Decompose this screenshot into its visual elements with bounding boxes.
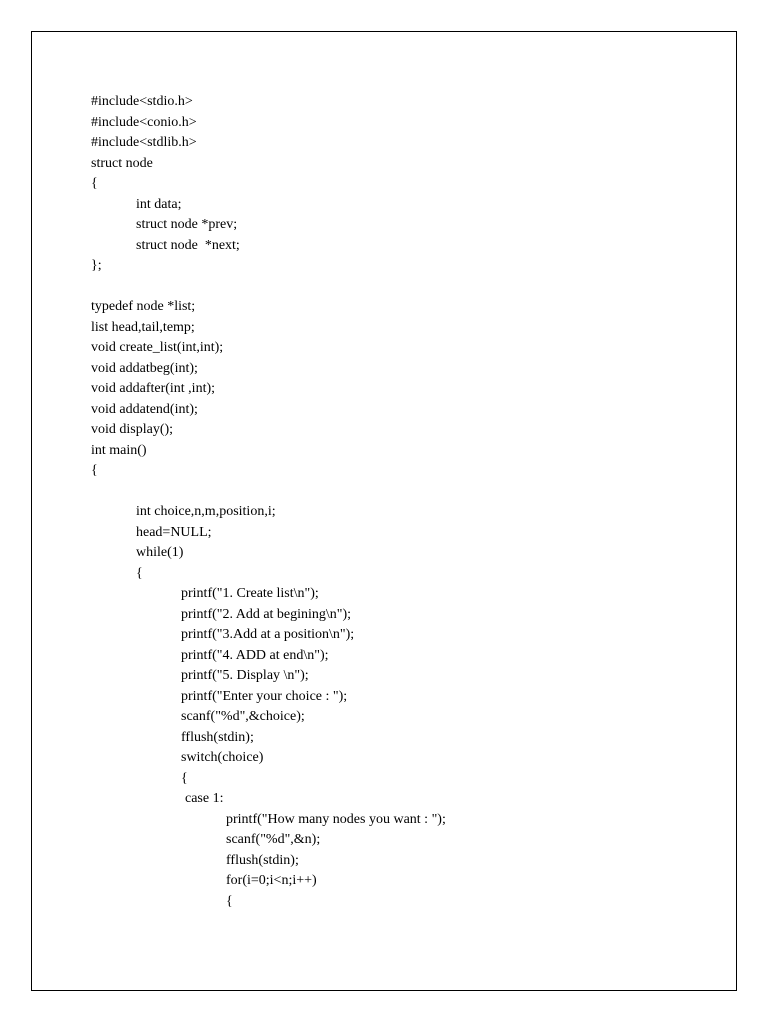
code-line: { (91, 463, 98, 478)
code-line: #include<stdlib.h> (91, 135, 197, 150)
code-line: int data; (136, 197, 182, 212)
code-line: struct node *prev; (136, 217, 238, 232)
code-line: list head,tail,temp; (91, 320, 195, 335)
code-line: typedef node *list; (91, 299, 196, 314)
code-line: void addatend(int); (91, 402, 198, 417)
code-line: head=NULL; (136, 525, 212, 540)
code-line: fflush(stdin); (226, 853, 299, 868)
code-line: { (181, 771, 188, 786)
code-line: { (226, 894, 233, 909)
code-line: struct node (91, 156, 153, 171)
code-line: printf("3.Add at a position\n"); (181, 627, 355, 642)
code-line: #include<conio.h> (91, 115, 197, 130)
code-line: printf("5. Display \n"); (181, 668, 309, 683)
code-line: printf("How many nodes you want : "); (226, 812, 446, 827)
code-line: { (91, 176, 98, 191)
code-line: int choice,n,m,position,i; (136, 504, 276, 519)
code-line: void display(); (91, 422, 174, 437)
code-line: printf("Enter your choice : "); (181, 689, 348, 704)
code-line: scanf("%d",&choice); (181, 709, 305, 724)
code-line: void create_list(int,int); (91, 340, 224, 355)
code-line: void addatbeg(int); (91, 361, 198, 376)
code-line: }; (91, 258, 102, 273)
code-line: { (136, 566, 143, 581)
code-line: int main() (91, 443, 147, 458)
code-line: switch(choice) (181, 750, 264, 765)
code-line: for(i=0;i<n;i++) (226, 873, 317, 888)
code-line: #include<stdio.h> (91, 94, 193, 109)
code-line: void addafter(int ,int); (91, 381, 216, 396)
code-line: scanf("%d",&n); (226, 832, 321, 847)
code-line: printf("4. ADD at end\n"); (181, 648, 329, 663)
code-line: printf("1. Create list\n"); (181, 586, 319, 601)
code-line: case 1: (185, 791, 224, 806)
document-page (31, 31, 737, 991)
code-line: struct node *next; (136, 238, 240, 253)
code-line: printf("2. Add at begining\n"); (181, 607, 352, 622)
code-line: fflush(stdin); (181, 730, 254, 745)
code-line: while(1) (136, 545, 184, 560)
